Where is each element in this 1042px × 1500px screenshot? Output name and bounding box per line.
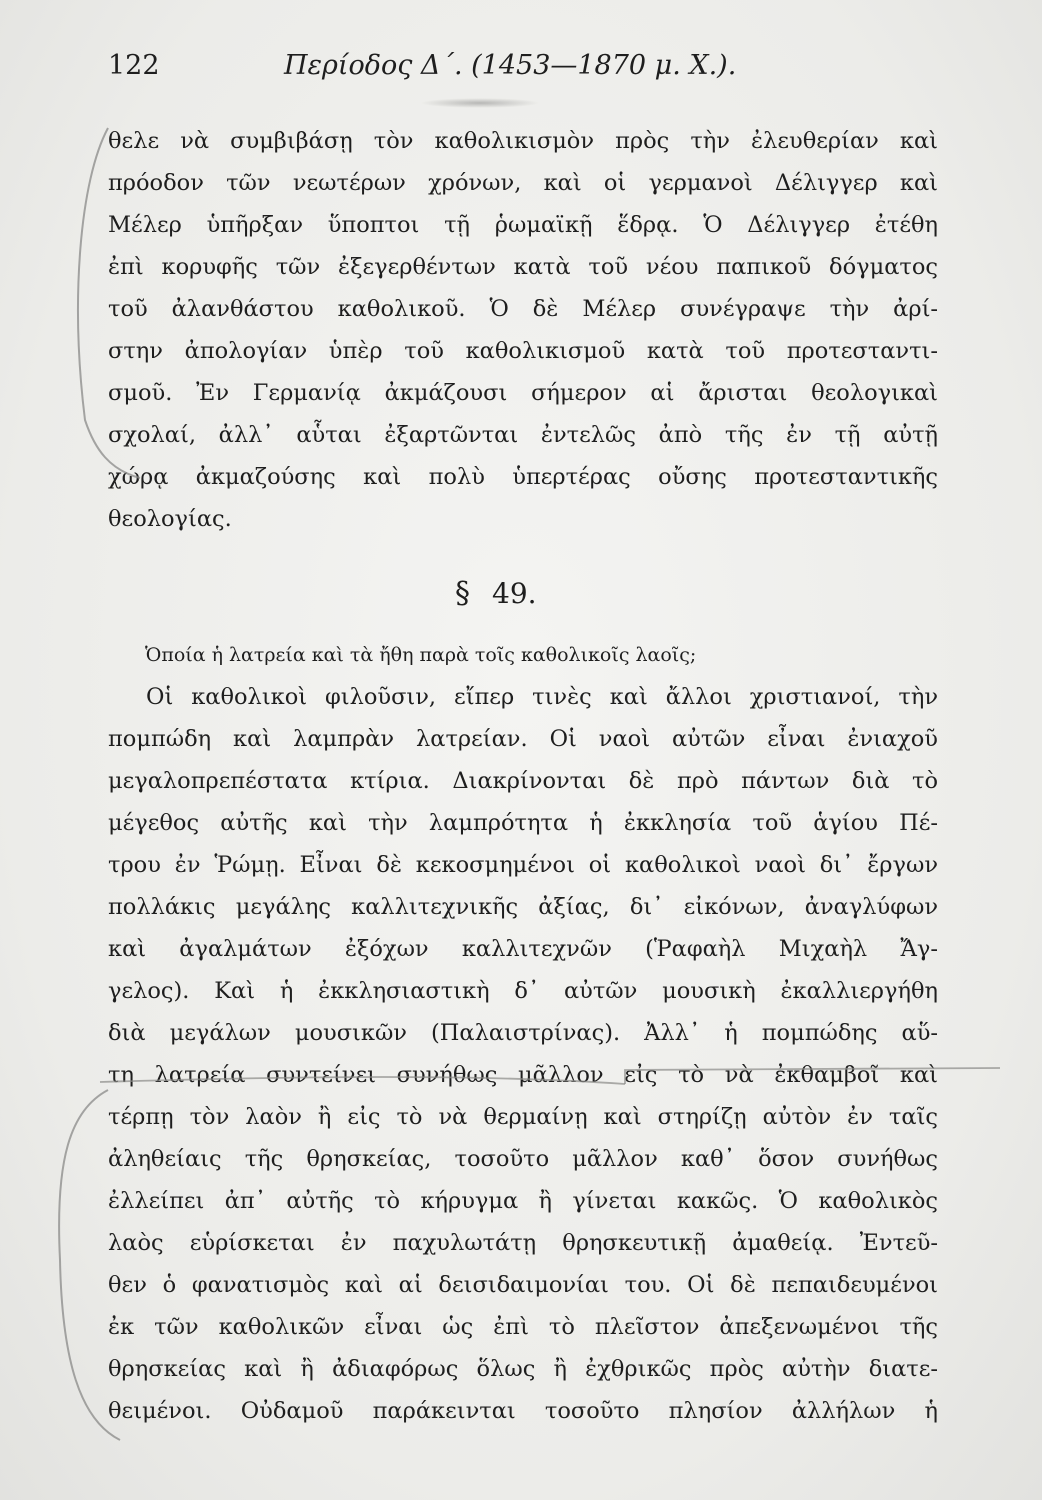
text-line: θεν ὁ φανατισμὸς καὶ αἱ δεισιδαιμονίαι του. Οἱ δὲ πεπαιδευμένοι [108, 1272, 938, 1298]
text-line: Μέλερ ὑπῆρξαν ὕποπτοι τῇ ῥωμαϊκῇ ἕδρᾳ. Ὁ Δέλιγγερ ἐτέθη [108, 212, 938, 238]
text-line: θελε νὰ συμβιβάσῃ τὸν καθολικισμὸν πρὸς τὴν ἐλευθερίαν καὶ [108, 128, 938, 154]
text-line: χώρᾳ ἀκμαζούσης καὶ πολὺ ὑπερτέρας οὔσης προτεσταντικῆς [108, 464, 938, 490]
text-line: ἐπὶ κορυφῆς τῶν ἐξεγερθέντων κατὰ τοῦ νέου παπικοῦ δόγματος [108, 254, 938, 280]
paragraph-2 [108, 676, 938, 1432]
text-line: τέρπῃ τὸν λαὸν ἢ εἰς τὸ νὰ θερμαίνῃ καὶ στηρίζῃ αὐτὸν ἐν ταῖς [108, 1104, 938, 1130]
text-line: τη λατρεία συντείνει συνήθως μᾶλλον εἰς τὸ νὰ ἐκθαμβοῖ καὶ [108, 1062, 938, 1088]
section-question: Ὁποία ἡ λατρεία καὶ τὰ ἤθη παρὰ τοῖς καθολικοῖς λαοῖς; [145, 644, 697, 666]
text-line: πομπώδη καὶ λαμπρὰν λατρείαν. Οἱ ναοὶ αὐτῶν εἶναι ἐνιαχοῦ [108, 726, 938, 752]
text-line: θειμένοι. Οὐδαμοῦ παράκεινται τοσοῦτο πλησίον ἀλλήλων ἡ [108, 1398, 938, 1424]
text-line: γελος). Καὶ ἡ ἐκκλησιαστικὴ δ᾽ αὐτῶν μουσικὴ ἐκαλλιεργήθη [108, 978, 938, 1004]
paragraph-1 [108, 120, 938, 540]
text-line: τρου ἐν Ῥώμῃ. Εἶναι δὲ κεκοσμημένοι οἱ καθολικοὶ ναοὶ δι᾽ ἔργων [108, 852, 938, 878]
text-line: καὶ ἀγαλμάτων ἐξόχων καλλιτεχνῶν (Ῥαφαὴλ Μιχαὴλ Ἄγ- [108, 936, 938, 962]
text-line: λαὸς εὑρίσκεται ἐν παχυλωτάτῃ θρησκευτικῇ ἀμαθείᾳ. Ἐντεῦ- [108, 1230, 938, 1256]
section-number: 49. [492, 577, 537, 610]
text-line: πρόοδον τῶν νεωτέρων χρόνων, καὶ οἱ γερμανοὶ Δέλιγγερ καὶ [108, 170, 938, 196]
text-line: μέγεθος αὐτῆς καὶ τὴν λαμπρότητα ἡ ἐκκλησία τοῦ ἁγίου Πέ- [108, 810, 938, 836]
text-line: τοῦ ἀλανθάστου καθολικοῦ. Ὁ δὲ Μέλερ συνέγραψε τὴν ἀρί- [108, 296, 938, 322]
section-heading [455, 576, 537, 611]
text-line: ἐλλείπει ἀπ᾽ αὐτῆς τὸ κήρυγμα ἢ γίνεται κακῶς. Ὁ καθολικὸς [108, 1188, 938, 1214]
text-line: στην ἀπολογίαν ὑπὲρ τοῦ καθολικισμοῦ κατὰ τοῦ προτεσταντι- [108, 338, 938, 364]
section-symbol: § [455, 576, 470, 611]
text-line: θρησκείας καὶ ἢ ἀδιαφόρως ὅλως ἢ ἐχθρικῶς πρὸς αὐτὴν διατε- [108, 1356, 938, 1382]
page-number: 122 [108, 50, 160, 81]
text-line: σμοῦ. Ἐν Γερμανίᾳ ἀκμάζουσι σήμερον αἱ ἄρισται θεολογικαὶ [108, 380, 938, 406]
page-header [108, 50, 938, 94]
ink-smudge [420, 98, 540, 108]
text-line: Οἱ καθολικοὶ φιλοῦσιν, εἴπερ τινὲς καὶ ἄλλοι χριστιανοί, τὴν [146, 684, 938, 710]
text-line: μεγαλοπρεπέστατα κτίρια. Διακρίνονται δὲ πρὸ πάντων διὰ τὸ [108, 768, 938, 794]
text-line: διὰ μεγάλων μουσικῶν (Παλαιστρίνας). Ἀλλ᾽ ἡ πομπώδης αὕ- [108, 1020, 938, 1046]
text-line: πολλάκις μεγάλης καλλιτεχνικῆς ἀξίας, δι᾽ εἰκόνων, ἀναγλύφων [108, 894, 938, 920]
text-line: ἀληθείαις τῆς θρησκείας, τοσοῦτο μᾶλλον καθ᾽ ὅσον συνήθως [108, 1146, 938, 1172]
text-line: ἐκ τῶν καθολικῶν εἶναι ὡς ἐπὶ τὸ πλεῖστον ἀπεξενωμένοι τῆς [108, 1314, 938, 1340]
text-line: σχολαί, ἀλλ᾽ αὗται ἐξαρτῶνται ἐντελῶς ἀπὸ τῆς ἐν τῇ αὐτῇ [108, 422, 938, 448]
running-head: Περίοδος Δ΄. (1453—1870 μ. Χ.). [284, 50, 737, 81]
text-line: θεολογίας. [108, 506, 232, 532]
